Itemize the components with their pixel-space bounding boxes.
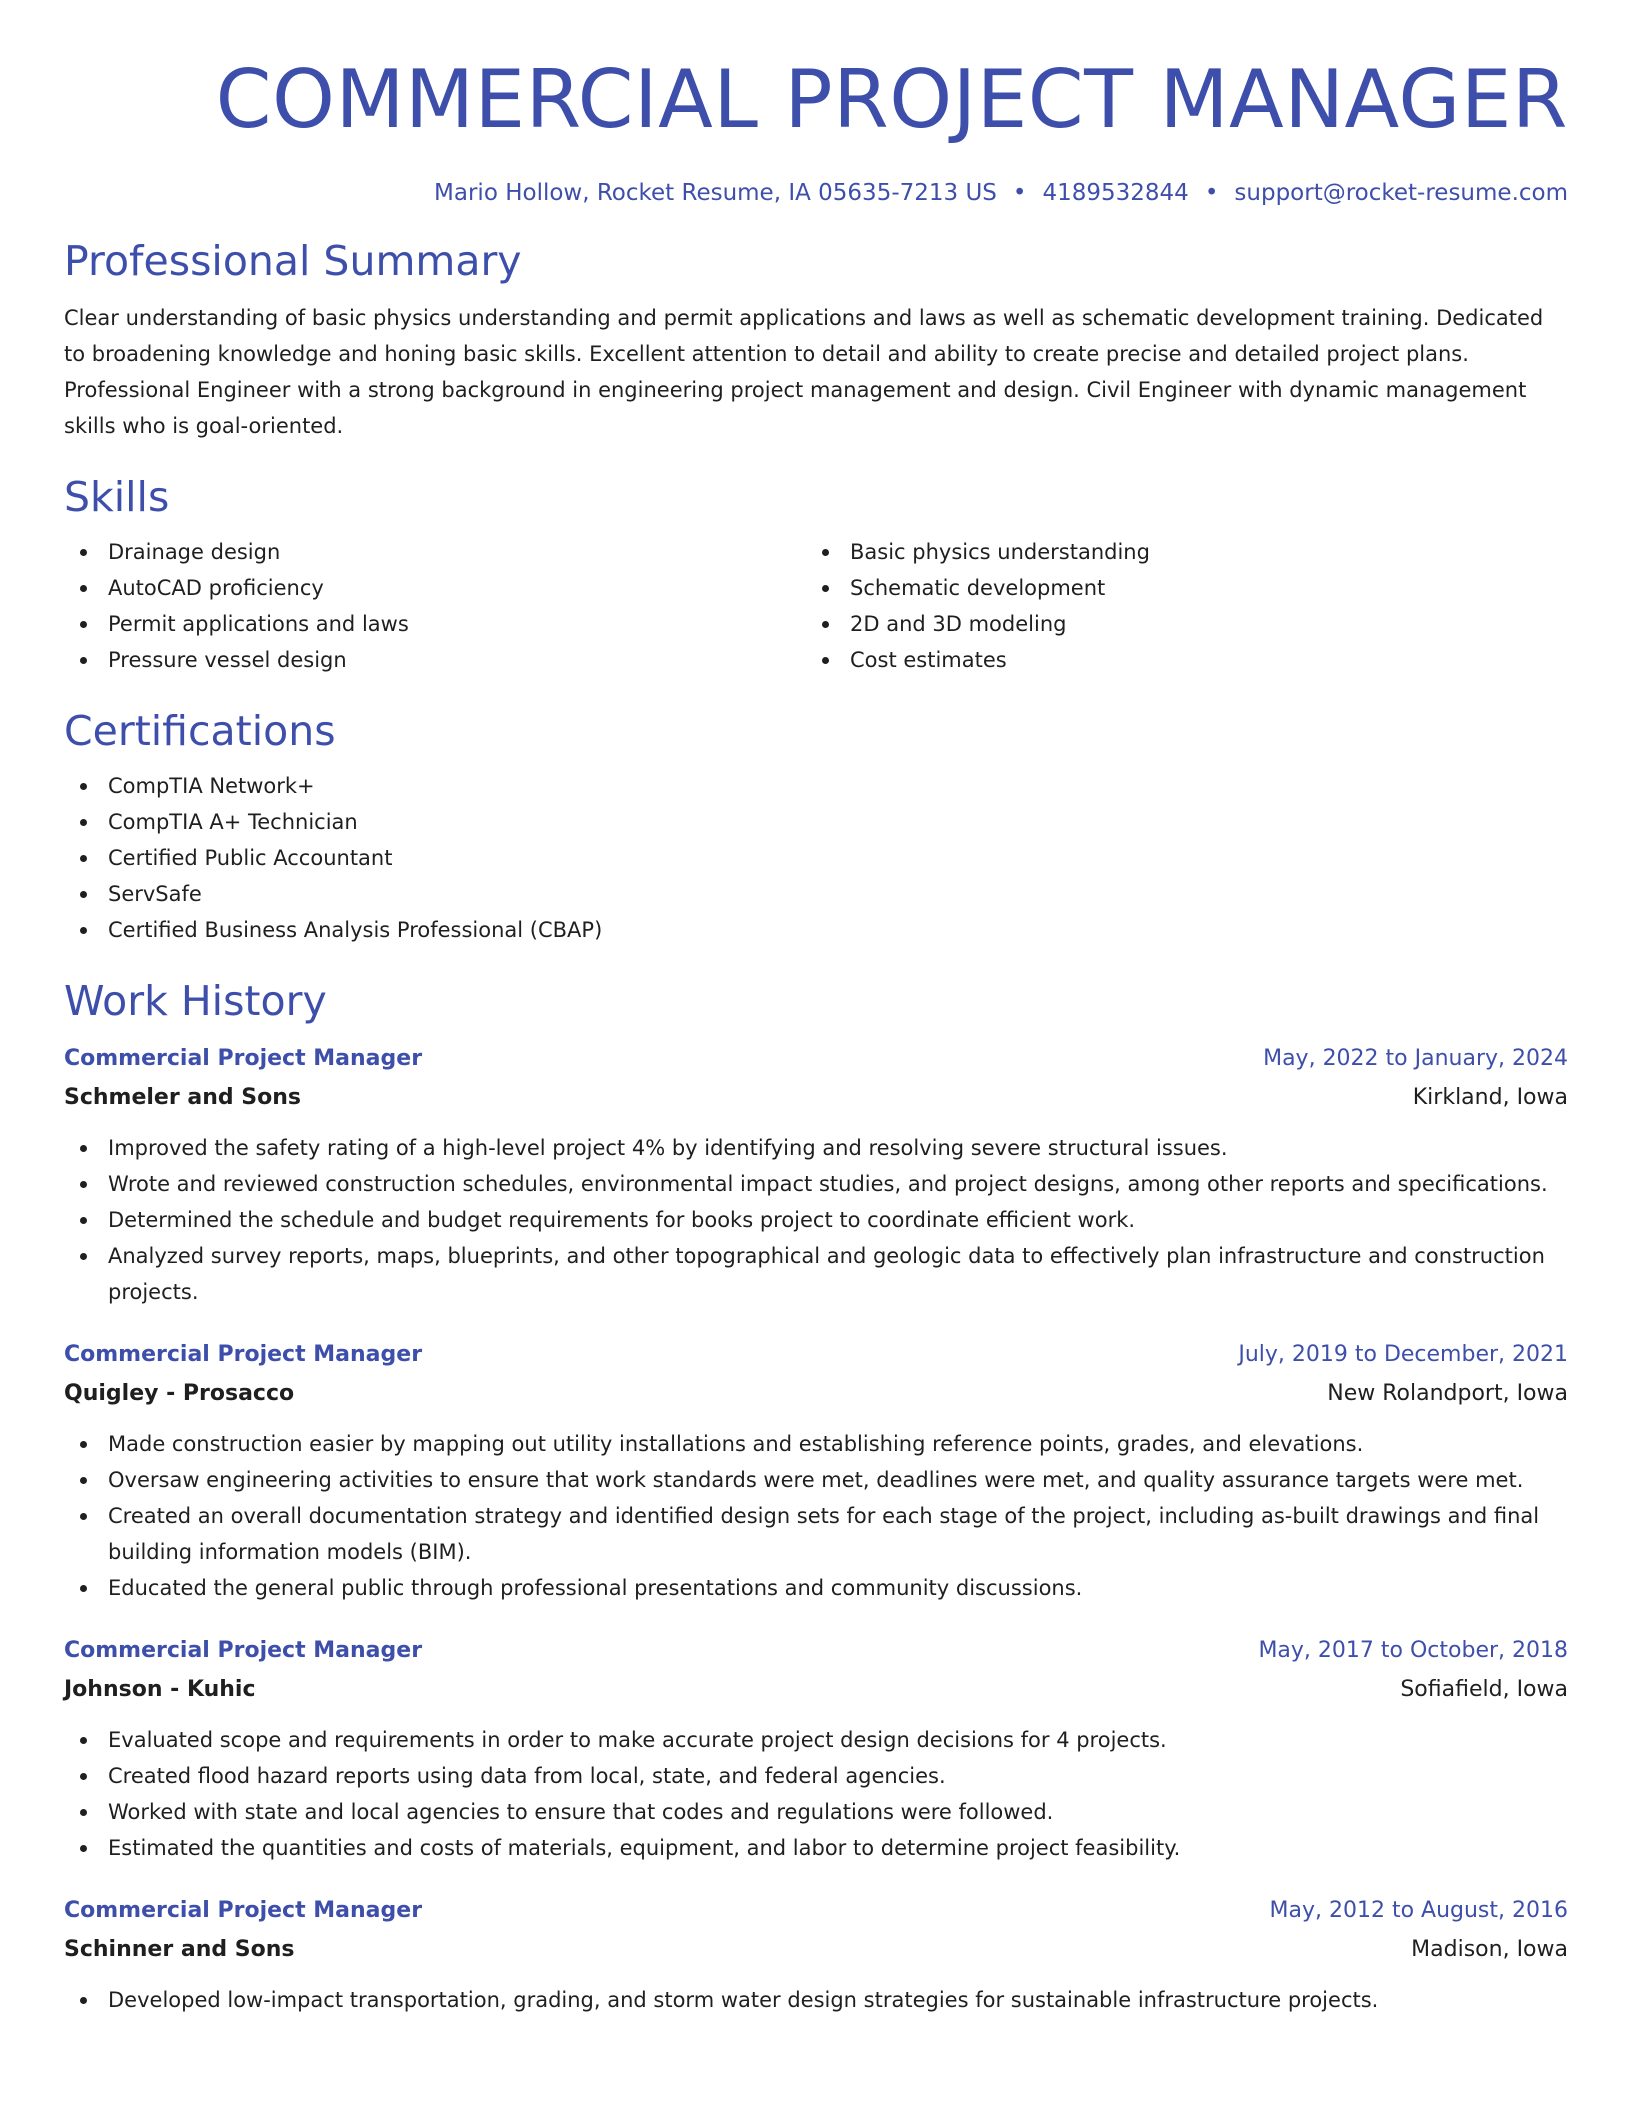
job-entry bbox=[64, 1632, 1568, 1866]
skill-item: 2D and 3D modeling bbox=[806, 606, 1548, 642]
contact-separator: • bbox=[1204, 180, 1219, 206]
job-dates: July, 2019 to December, 2021 bbox=[1238, 1342, 1568, 1367]
job-title-row bbox=[64, 1632, 1568, 1670]
contact-phone: 4189532844 bbox=[1042, 180, 1189, 206]
job-bullets bbox=[64, 1130, 1568, 1310]
job-company: Quigley - Prosacco bbox=[64, 1381, 295, 1406]
summary-section bbox=[64, 236, 1568, 444]
job-bullet: Made construction easier by mapping out utility installations and establishing reference points, grades, and elevations. bbox=[64, 1426, 1568, 1462]
job-title-row bbox=[64, 1040, 1568, 1078]
skills-grid bbox=[64, 522, 1568, 678]
job-title-row bbox=[64, 1892, 1568, 1930]
job-location: New Rolandport, Iowa bbox=[1327, 1381, 1568, 1406]
job-dates: May, 2017 to October, 2018 bbox=[1258, 1638, 1568, 1663]
work-history-heading: Work History bbox=[64, 977, 327, 1025]
skills-heading: Skills bbox=[64, 473, 170, 521]
job-bullet: Wrote and reviewed construction schedules, environmental impact studies, and project designs, among other reports and specifications. bbox=[64, 1166, 1568, 1202]
certifications-list bbox=[64, 768, 1568, 948]
work-history-section bbox=[64, 976, 1568, 2018]
skill-item: Drainage design bbox=[64, 534, 806, 570]
contact-email[interactable]: support@rocket-resume.com bbox=[1234, 180, 1568, 206]
job-company-row bbox=[64, 1930, 1568, 1970]
certification-item: CompTIA Network+ bbox=[64, 768, 1568, 804]
job-title-row bbox=[64, 1336, 1568, 1374]
job-company: Schmeler and Sons bbox=[64, 1085, 301, 1110]
summary-heading: Professional Summary bbox=[64, 237, 522, 285]
job-title: Commercial Project Manager bbox=[64, 1898, 423, 1923]
certification-item: Certified Business Analysis Professional (CBAP) bbox=[64, 912, 1568, 948]
job-entry bbox=[64, 1892, 1568, 2018]
resume-title: COMMERCIAL PROJECT MANAGER bbox=[215, 53, 1568, 146]
job-entry bbox=[64, 1040, 1568, 1310]
skills-list-right bbox=[806, 534, 1548, 678]
resume-header bbox=[64, 0, 1568, 208]
job-bullet: Oversaw engineering activities to ensure that work standards were met, deadlines were met, and quality assurance targets were met. bbox=[64, 1462, 1568, 1498]
skill-item: AutoCAD proficiency bbox=[64, 570, 806, 606]
job-company-row bbox=[64, 1374, 1568, 1414]
contact-separator: • bbox=[1012, 180, 1027, 206]
job-dates: May, 2012 to August, 2016 bbox=[1269, 1898, 1568, 1923]
job-dates: May, 2022 to January, 2024 bbox=[1263, 1046, 1568, 1071]
job-bullet: Educated the general public through professional presentations and community discussions. bbox=[64, 1570, 1568, 1606]
skill-item: Pressure vessel design bbox=[64, 642, 806, 678]
certifications-heading: Certifications bbox=[64, 707, 336, 755]
job-bullet: Estimated the quantities and costs of materials, equipment, and labor to determine project feasibility. bbox=[64, 1830, 1568, 1866]
job-bullets bbox=[64, 1722, 1568, 1866]
job-bullets bbox=[64, 1426, 1568, 1606]
contact-address: Mario Hollow, Rocket Resume, IA 05635-7213 US bbox=[434, 180, 997, 206]
job-title: Commercial Project Manager bbox=[64, 1046, 423, 1071]
skill-item: Cost estimates bbox=[806, 642, 1548, 678]
skill-item: Permit applications and laws bbox=[64, 606, 806, 642]
job-company-row bbox=[64, 1670, 1568, 1710]
job-bullets bbox=[64, 1982, 1568, 2018]
job-bullet: Analyzed survey reports, maps, blueprints, and other topographical and geologic data to effectively plan infrastructure and construction projects. bbox=[64, 1238, 1568, 1310]
certification-item: ServSafe bbox=[64, 876, 1568, 912]
skills-list-left bbox=[64, 534, 806, 678]
job-company: Schinner and Sons bbox=[64, 1937, 295, 1962]
job-bullet: Created flood hazard reports using data from local, state, and federal agencies. bbox=[64, 1758, 1568, 1794]
job-bullet: Determined the schedule and budget requirements for books project to coordinate efficient work. bbox=[64, 1202, 1568, 1238]
certifications-section bbox=[64, 706, 1568, 948]
job-company-row bbox=[64, 1078, 1568, 1118]
skill-item: Schematic development bbox=[806, 570, 1548, 606]
job-title: Commercial Project Manager bbox=[64, 1342, 423, 1367]
job-location: Kirkland, Iowa bbox=[1412, 1085, 1568, 1110]
job-bullet: Improved the safety rating of a high-level project 4% by identifying and resolving severe structural issues. bbox=[64, 1130, 1568, 1166]
job-location: Madison, Iowa bbox=[1411, 1937, 1568, 1962]
skills-section bbox=[64, 472, 1568, 678]
job-entry bbox=[64, 1336, 1568, 1606]
skill-item: Basic physics understanding bbox=[806, 534, 1548, 570]
job-company: Johnson - Kuhic bbox=[64, 1677, 256, 1702]
summary-text: Clear understanding of basic physics understanding and permit applications and laws as well as schematic development training. Dedicated to broadening knowledge and honing basic skills. Excellent attention to detail and ability to create precise and detailed project plans. Professional Engineer with a strong background in engineering project management and design. Civil Engineer with dynamic management skills who is goal-oriented. bbox=[64, 306, 1544, 438]
job-bullet: Developed low-impact transportation, grading, and storm water design strategies for sustainable infrastructure projects. bbox=[64, 1982, 1568, 2018]
certification-item: Certified Public Accountant bbox=[64, 840, 1568, 876]
job-bullet: Created an overall documentation strategy and identified design sets for each stage of the project, including as-built drawings and final building information models (BIM). bbox=[64, 1498, 1568, 1570]
contact-line bbox=[64, 178, 1568, 208]
job-bullet: Worked with state and local agencies to ensure that codes and regulations were followed. bbox=[64, 1794, 1568, 1830]
certification-item: CompTIA A+ Technician bbox=[64, 804, 1568, 840]
job-location: Sofiafield, Iowa bbox=[1400, 1677, 1568, 1702]
job-title: Commercial Project Manager bbox=[64, 1638, 423, 1663]
job-bullet: Evaluated scope and requirements in order to make accurate project design decisions for 4 projects. bbox=[64, 1722, 1568, 1758]
